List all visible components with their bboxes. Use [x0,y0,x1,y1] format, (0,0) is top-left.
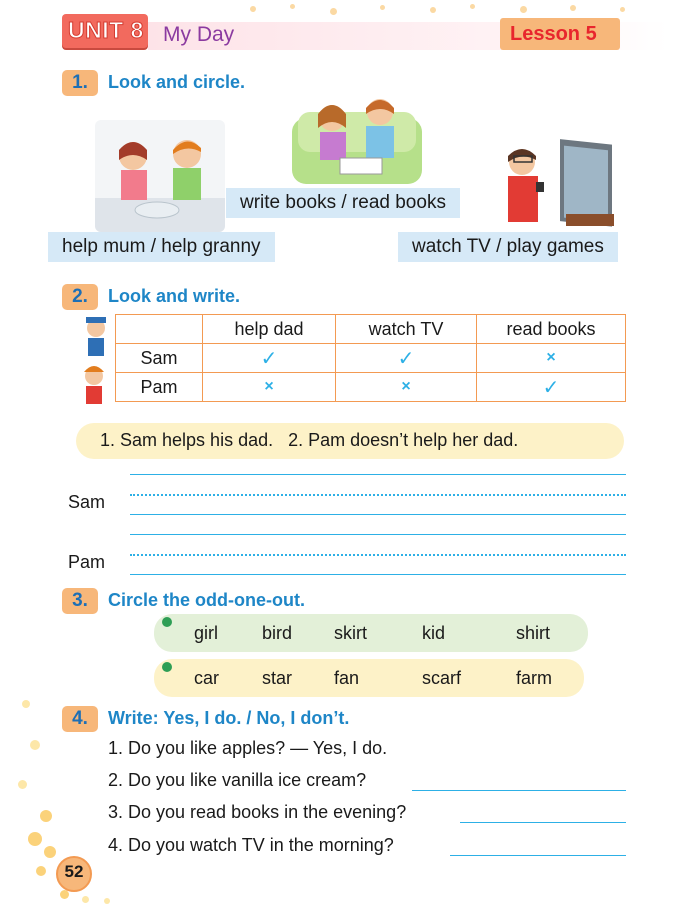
unit-title: My Day [163,23,235,46]
writing-line[interactable] [130,514,626,515]
page-number: 52 [64,862,84,881]
bullet-icon [162,662,172,672]
table-header-row [116,315,626,344]
question-1: 1. Do you like apples? — Yes, I do. [108,738,388,758]
section-1-number: 1. [72,72,88,93]
section-2-number: 2. [72,286,88,307]
table-column-header: help dad [203,315,336,344]
question-2: 2. Do you like vanilla ice cream? [108,770,367,790]
table-row-name: Pam [116,373,203,402]
table-row [116,344,626,373]
table-column-header: watch TV [336,315,477,344]
table-row [116,373,626,402]
word-option[interactable]: scarf [422,668,462,688]
kids-illustration [80,314,110,408]
picture-watching-tv [492,126,622,236]
cross-mark-icon: × [336,373,477,402]
writer-label-sam: Sam [68,492,106,512]
bullet-icon [162,617,172,627]
answer-line[interactable] [412,790,626,791]
word-option[interactable]: kid [422,623,446,643]
cross-mark-icon: × [203,373,336,402]
unit-label: UNIT 8 [68,17,144,43]
table-column-header: read books [477,315,626,344]
label-help-mum-help-granny[interactable]: help mum / help granny [48,232,275,262]
question-4: 4. Do you watch TV in the morning? [108,835,394,855]
section-4-title: Write: Yes, I do. / No, I don’t. [108,708,350,728]
word-option[interactable]: farm [516,668,552,688]
table-row-name: Sam [116,344,203,373]
writer-label-pam: Pam [68,552,106,572]
answer-line[interactable] [460,822,626,823]
word-option[interactable]: star [262,668,293,688]
lesson-label: Lesson 5 [510,23,597,45]
check-mark-icon: ✓ [203,344,336,373]
section-4-number: 4. [72,708,88,729]
writing-line[interactable] [130,574,626,575]
cross-mark-icon: × [477,344,626,373]
picture-reading-books [288,88,426,188]
label-write-books-read-books[interactable]: write books / read books [226,188,460,218]
question-3: 3. Do you read books in the evening? [108,802,407,822]
writing-line[interactable] [130,534,626,535]
writing-guide-line [130,494,626,496]
word-option[interactable]: girl [194,623,219,643]
section-1-title: Look and circle. [108,72,246,92]
word-option[interactable]: fan [334,668,360,688]
answer-line[interactable] [450,855,626,856]
example-sentences: 1. Sam helps his dad. 2. Pam doesn’t help her dad. [100,430,519,450]
word-option[interactable]: shirt [516,623,551,643]
writing-guide-line [130,554,626,556]
check-mark-icon: ✓ [477,373,626,402]
word-option[interactable]: car [194,668,220,688]
picture-helping-kitchen [95,120,225,232]
word-option[interactable]: bird [262,623,293,643]
table-corner-cell [116,315,203,344]
section-3-title: Circle the odd-one-out. [108,590,305,610]
label-watch-tv-play-games[interactable]: watch TV / play games [398,232,618,262]
activities-table [115,314,626,402]
section-2-title: Look and write. [108,286,241,306]
section-3-number: 3. [72,590,88,611]
writing-line[interactable] [130,474,626,475]
word-option[interactable]: skirt [334,623,367,643]
check-mark-icon: ✓ [336,344,477,373]
